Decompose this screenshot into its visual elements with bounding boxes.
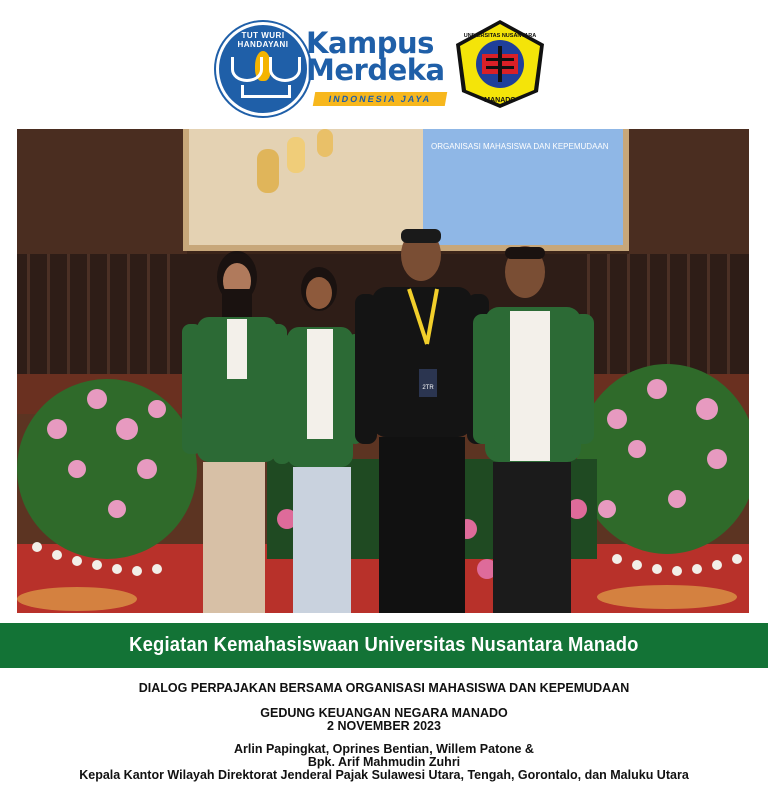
kampus-merdeka-line2: Merdeka [306, 53, 445, 87]
screen-text: ORGANISASI MAHASISWA DAN KEPEMUDAAN [431, 142, 609, 151]
kampus-merdeka-tagline: INDONESIA JAYA [313, 92, 447, 106]
kampus-merdeka-line1: Kampus [306, 26, 434, 60]
event-place: GEDUNG KEUANGAN NEGARA MANADO [260, 706, 508, 720]
banner-title: Kegiatan Kemahasiswaan Universitas Nusantara Manado [129, 634, 639, 656]
group-photo [17, 129, 749, 613]
participant-names: Arlin Papingkat, Oprines Bentian, Willem Patone & [234, 742, 534, 756]
wing-right-icon [269, 57, 301, 82]
title-banner [0, 623, 768, 668]
unu-logo-bottom-text: MANADO [484, 97, 516, 104]
wing-left-icon [231, 57, 263, 82]
badge-text: 2TR [422, 385, 434, 391]
guest-name: Bpk. Arif Mahmudin Zuhri [307, 755, 461, 769]
book-icon [241, 85, 291, 98]
unu-logo-top-text: UNIVERSITAS NUSANTARA [463, 33, 537, 39]
event-title: DIALOG PERPAJAKAN BERSAMA ORGANISASI MAHASISWA DAN KEPEMUDAAN [138, 681, 630, 695]
event-date: 2 NOVEMBER 2023 [327, 719, 441, 733]
tut-wuri-logo-text: TUT WURI HANDAYANI [237, 31, 289, 49]
universitas-nusantara-manado-logo [452, 18, 548, 110]
header-logos [0, 14, 768, 114]
guest-office: Kepala Kantor Wilayah Direktorat Jenderal Pajak Sulawesi Utara, Tengah, Gorontalo, dan Maluku Utara [79, 768, 689, 782]
tut-wuri-handayani-logo [216, 22, 310, 116]
kampus-merdeka-logo [306, 26, 446, 87]
